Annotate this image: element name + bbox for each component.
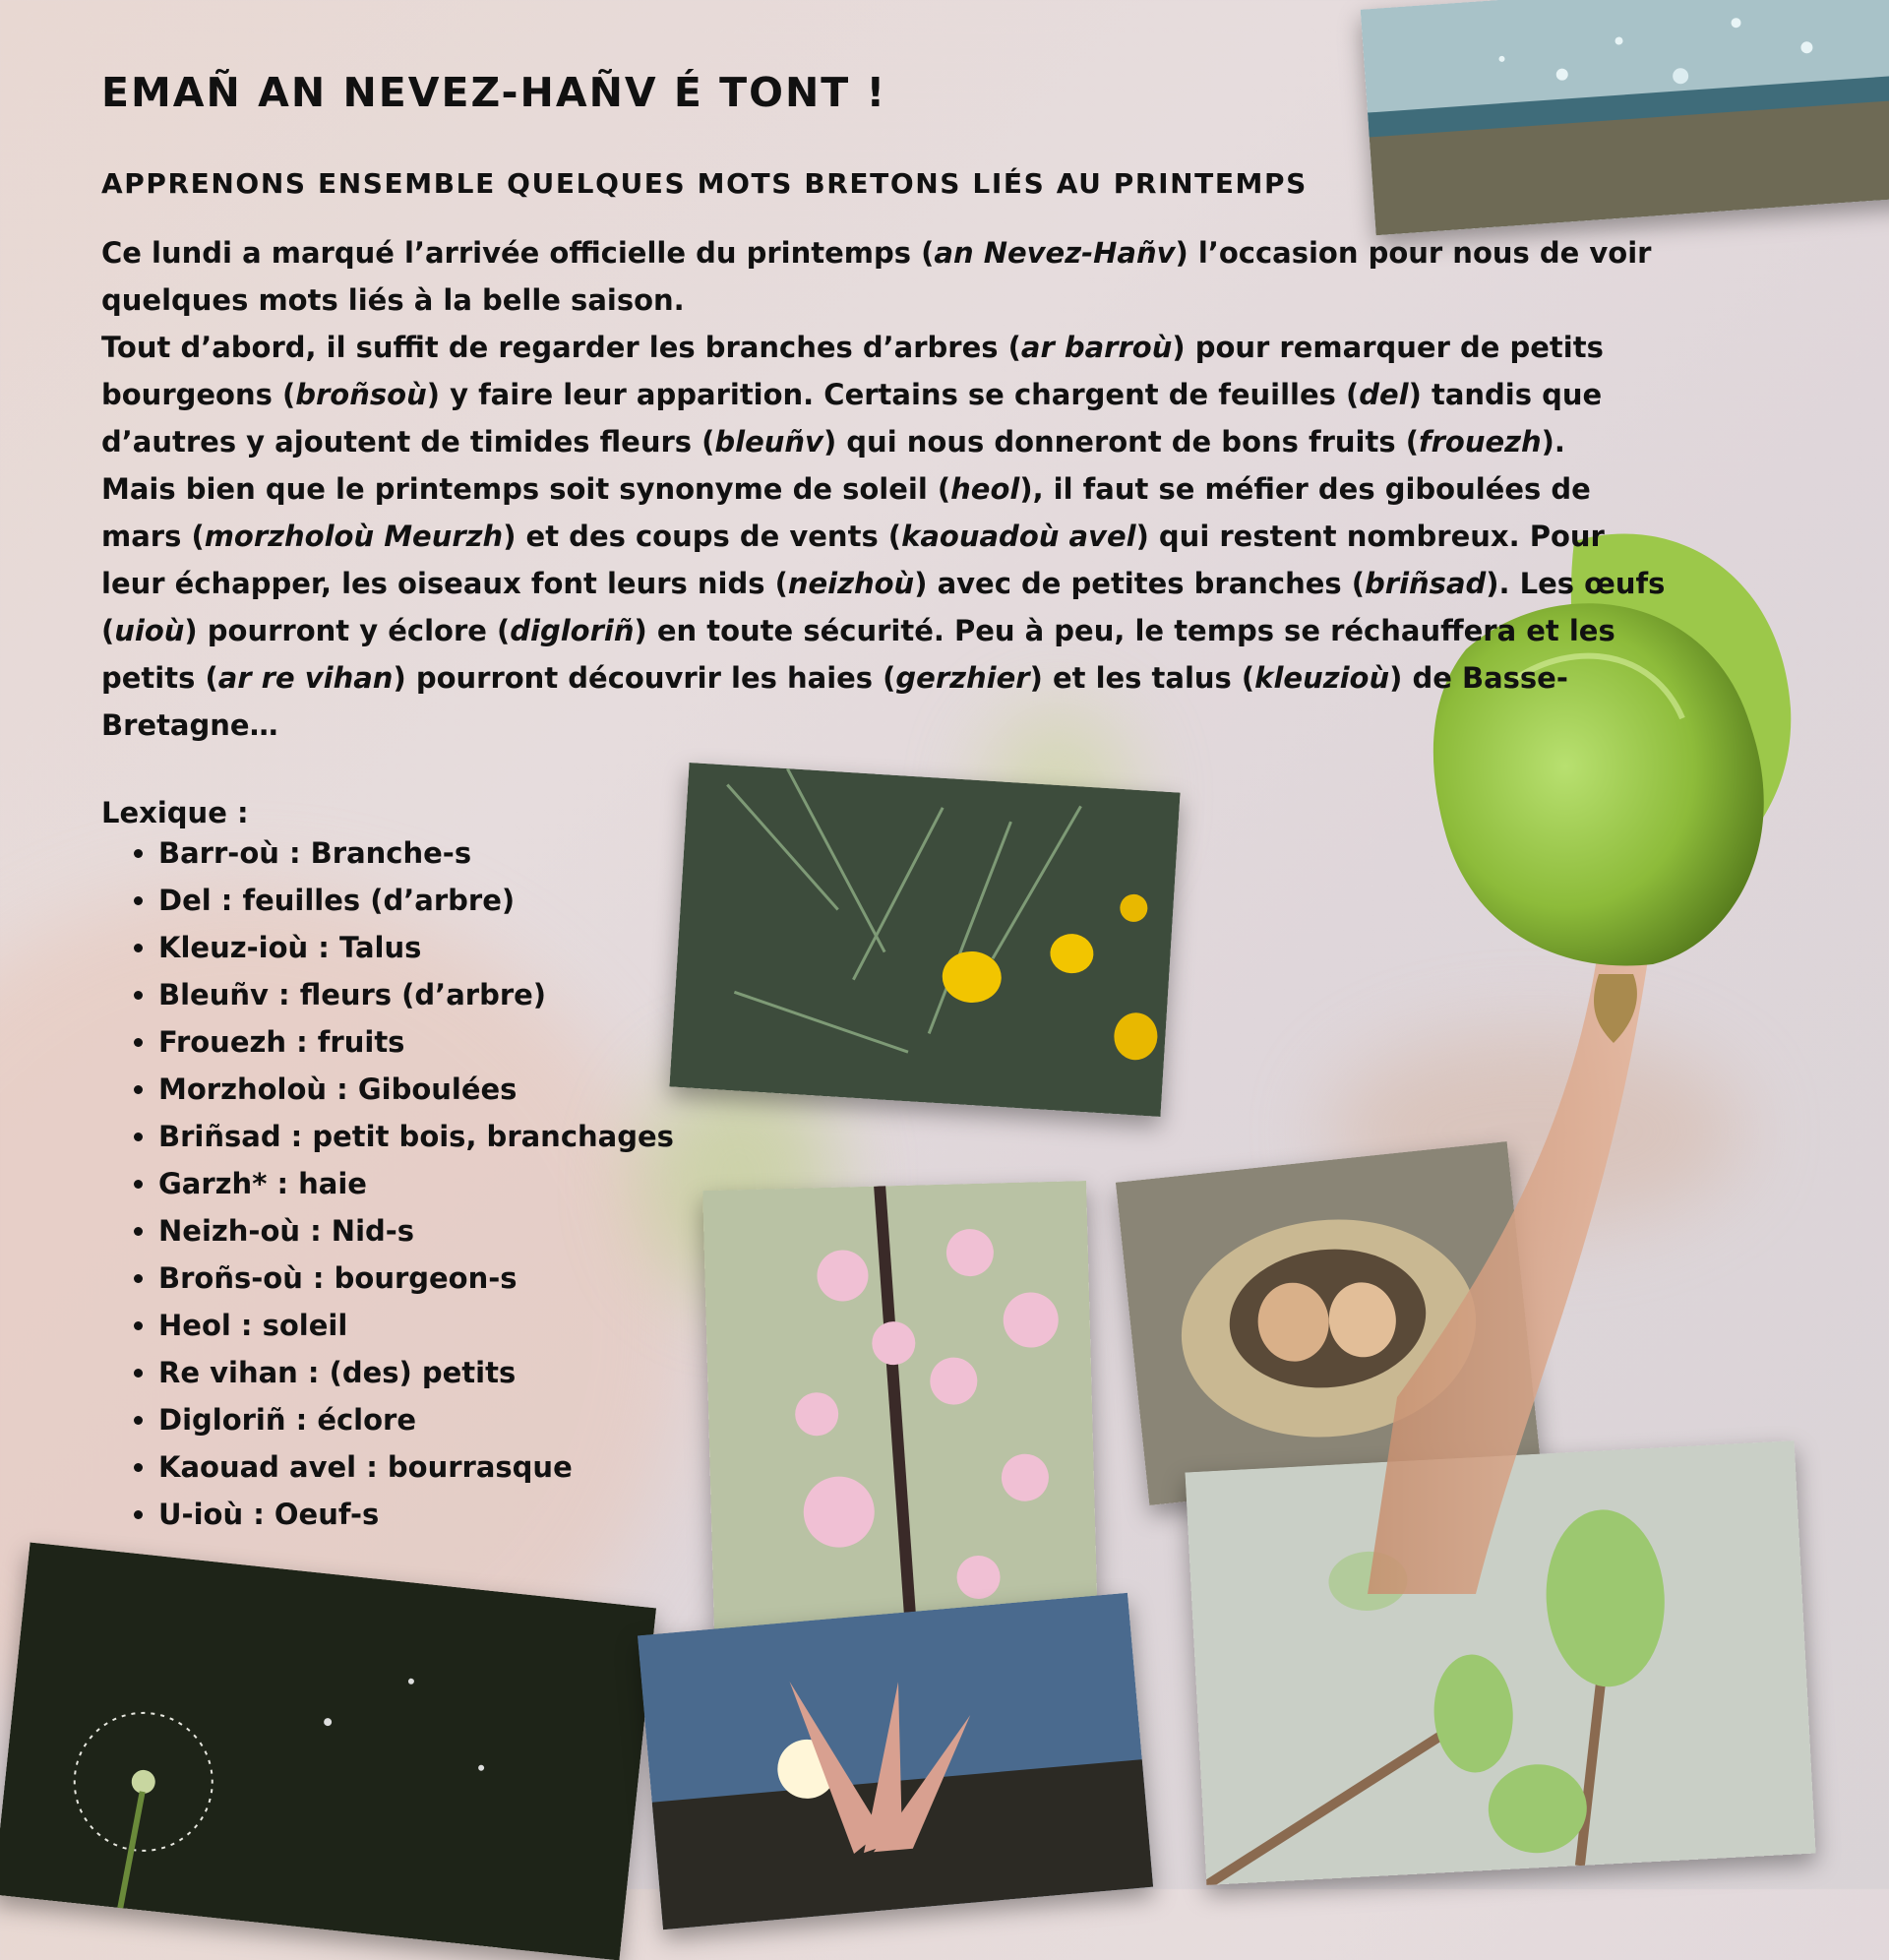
breton-term: morzholoù Meurzh: [204, 520, 504, 553]
text-run: ). Les œufs (: [101, 567, 1666, 647]
breton-term: kaouadoù avel: [901, 520, 1136, 553]
text-run: ) tandis que d’autres y ajoutent de timides fleurs (: [101, 378, 1603, 459]
page-title: EMAÑ AN NEVEZ-HAÑV É TONT !: [101, 69, 887, 116]
text-run: ) de Basse-Bretagne…: [101, 661, 1568, 742]
breton-term: frouezh: [1418, 425, 1542, 459]
text-run: ) en toute sécurité. Peu à peu, le temps se réchauffera et les petits (: [101, 614, 1615, 695]
list-item: • U-ioù : Oeuf-s: [158, 1491, 1715, 1538]
text-run: ) l’occasion pour nous de voir quelques mots liés à la belle saison.: [101, 236, 1652, 317]
list-item: • Heol : soleil: [158, 1302, 1715, 1349]
dandelion-photo: [0, 1543, 656, 1960]
breton-term: gerzhier: [895, 661, 1030, 695]
list-item: • Re vihan : (des) petits: [158, 1349, 1715, 1396]
breton-term: an Nevez-Hañv: [934, 236, 1176, 270]
breton-term: ar re vihan: [217, 661, 394, 695]
text-run: ) pour remarquer de petits bourgeons (: [101, 331, 1604, 411]
list-item: • Garzh* : haie: [158, 1160, 1715, 1207]
list-item: • Kleuz-ioù : Talus: [158, 924, 1715, 971]
list-item: • Bleuñv : fleurs (d’arbre): [158, 971, 1715, 1018]
list-item: • Del : feuilles (d’arbre): [158, 877, 1715, 924]
text-run: Ce lundi a marqué l’arrivée officielle du printemps (: [101, 236, 935, 270]
text-run: ) qui nous donneront de bons fruits (: [823, 425, 1419, 459]
list-item: • Frouezh : fruits: [158, 1018, 1715, 1066]
breton-term: uioù: [114, 614, 185, 647]
text-run: ) et des coups de vents (: [503, 520, 902, 553]
list-item: • Neizh-où : Nid-s: [158, 1207, 1715, 1255]
paragraph: [101, 229, 1676, 324]
breton-term: heol: [950, 472, 1020, 506]
breton-term: ar barroù: [1020, 331, 1173, 364]
list-item: • Morzholoù : Giboulées: [158, 1066, 1715, 1113]
text-run: Mais bien que le printemps soit synonyme de soleil (: [101, 472, 951, 506]
text-run: ).: [1541, 425, 1565, 459]
text-run: ), il faut se méfier des giboulées de mars (: [101, 472, 1591, 553]
breton-term: kleuzioù: [1254, 661, 1390, 695]
article-body: [101, 229, 1676, 749]
breton-term: neizhoù: [787, 567, 915, 600]
text-run: ) y faire leur apparition. Certains se chargent de feuilles (: [426, 378, 1360, 411]
paragraph: [101, 465, 1676, 749]
text-run: ) avec de petites branches (: [914, 567, 1366, 600]
article: [101, 59, 1715, 1538]
page-subtitle: APPRENONS ENSEMBLE QUELQUES MOTS BRETONS LIÉS AU PRINTEMPS: [101, 167, 1308, 200]
sunset-flower-photo: [638, 1593, 1153, 1929]
list-item: • Barr-où : Branche-s: [158, 829, 1715, 877]
breton-term: briñsad: [1365, 567, 1487, 600]
breton-term: digloriñ: [510, 614, 635, 647]
breton-term: broñsoù: [295, 378, 427, 411]
list-item: • Digloriñ : éclore: [158, 1396, 1715, 1443]
list-item: • Kaouad avel : bourrasque: [158, 1443, 1715, 1491]
list-item: • Broñs-où : bourgeon-s: [158, 1255, 1715, 1302]
breton-term: bleuñv: [714, 425, 823, 459]
text-run: Tout d’abord, il suffit de regarder les branches d’arbres (: [101, 331, 1021, 364]
lexique-title: Lexique :: [101, 796, 249, 829]
breton-term: del: [1359, 378, 1409, 411]
lexique-list: [101, 829, 1715, 1538]
paragraph: [101, 324, 1676, 465]
text-run: ) et les talus (: [1029, 661, 1255, 695]
text-run: ) pourront découvrir les haies (: [393, 661, 896, 695]
text-run: ) qui restent nombreux. Pour leur échapper, les oiseaux font leurs nids (: [101, 520, 1605, 600]
text-run: ) pourront y éclore (: [184, 614, 511, 647]
list-item: • Briñsad : petit bois, branchages: [158, 1113, 1715, 1160]
